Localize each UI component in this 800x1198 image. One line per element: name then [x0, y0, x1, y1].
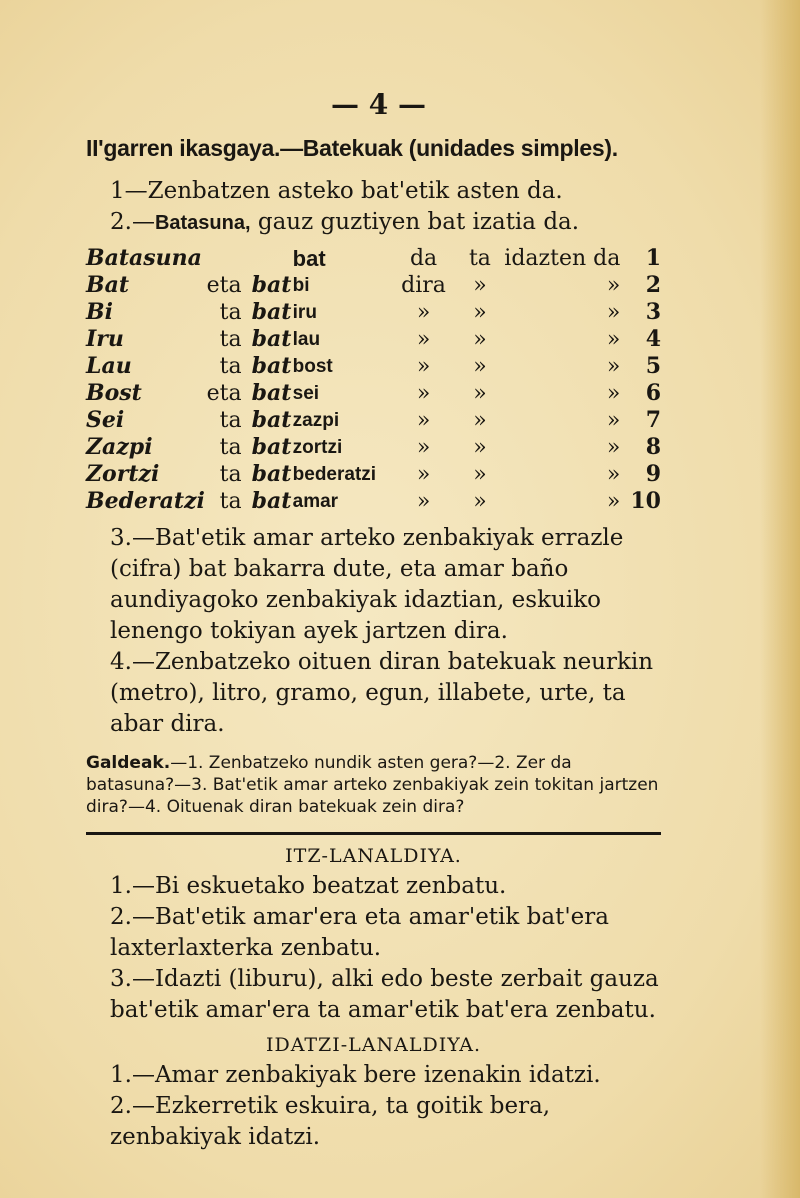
table-cell: » [473, 489, 487, 514]
table-cell: sei [292, 383, 320, 404]
table-cell: bat [251, 353, 292, 379]
table-row [86, 461, 661, 488]
table-cell: » [473, 300, 487, 325]
table-cell: » [416, 327, 431, 352]
table-cell: » [473, 273, 487, 298]
table-cell: » [416, 489, 431, 514]
oral-exercise-1: 1.—Bi eskuetako beatzat zenbatu. [110, 873, 507, 899]
page-number: — 4 — [331, 88, 426, 121]
table-cell: bat [251, 407, 292, 433]
table-cell: » [473, 354, 487, 379]
written-exercise-2: 2.—Ezkerretik eskuira, ta goitik bera, zenbakiyak idatzi. [110, 1093, 551, 1150]
table-header-row [86, 245, 661, 272]
table-cell: 2 [645, 272, 661, 298]
table-cell: Bederatzi [86, 488, 205, 514]
table-cell: bat [251, 272, 292, 298]
table-cell: eta [206, 273, 242, 298]
table-cell: 6 [645, 380, 661, 406]
table-cell: 3 [645, 299, 661, 325]
table-cell: ta [219, 462, 242, 487]
table-row [86, 407, 661, 434]
table-cell: ta [219, 435, 242, 460]
table-row [86, 434, 661, 461]
table-row [86, 380, 661, 407]
table-cell: zazpi [292, 410, 340, 431]
table-cell: dira [401, 273, 446, 298]
page-content [86, 88, 661, 1153]
table-cell: lau [292, 329, 321, 350]
table-cell: » [473, 381, 487, 406]
written-exercise-1: 1.—Amar zenbakiyak bere izenakin idatzi. [110, 1062, 601, 1088]
table-cell: Bi [86, 299, 113, 325]
table-cell: 9 [645, 461, 661, 487]
table-cell: ta [219, 408, 242, 433]
table-cell: bederatzi [292, 464, 377, 485]
header-cell: 1 [645, 245, 661, 271]
table-cell: » [473, 435, 487, 460]
table-row [86, 299, 661, 326]
table-cell: bost [292, 356, 333, 377]
table-cell: » [606, 489, 621, 514]
table-cell: » [416, 435, 431, 460]
table-cell: » [416, 381, 431, 406]
oral-exercise-3: 3.—Idazti (liburu), alki edo beste zerbait gauza bat'etik amar'era ta amar'etik bat'era zenbatu. [110, 966, 659, 1023]
header-cell [205, 245, 252, 272]
table-cell: eta [206, 381, 242, 406]
table-cell: » [416, 462, 431, 487]
table-cell: ta [219, 354, 242, 379]
questions-block [86, 752, 661, 818]
header-cell [252, 245, 293, 272]
table-cell: Bost [86, 380, 142, 406]
table-cell: 4 [645, 326, 661, 352]
section-title-written: IDATZI-LANALDIYA. [265, 1034, 482, 1056]
table-cell: bat [251, 299, 292, 325]
header-cell: ta [468, 246, 491, 271]
table-cell: » [606, 408, 621, 433]
table-cell: » [606, 354, 621, 379]
table-cell: zortzi [292, 437, 343, 458]
table-cell: » [606, 381, 621, 406]
table-cell: » [473, 408, 487, 433]
table-cell: » [606, 300, 621, 325]
paragraph-1: 1—Zenbatzen asteko bat'etik asten da. [110, 178, 563, 204]
header-cell: bat [292, 246, 326, 271]
numbers-table [86, 245, 661, 515]
table-cell: Zortzi [86, 461, 160, 487]
table-cell: bat [251, 434, 292, 460]
table-cell: 10 [630, 488, 661, 514]
table-cell: ta [219, 489, 242, 514]
table-cell: » [473, 327, 487, 352]
header-cell: da [409, 246, 438, 271]
table-cell: Zazpi [86, 434, 153, 460]
table-cell: ta [219, 300, 242, 325]
table-cell: » [606, 462, 621, 487]
table-cell: » [416, 354, 431, 379]
header-cell: idazten da [504, 246, 621, 271]
table-cell: 7 [645, 407, 661, 433]
table-cell: iru [292, 302, 317, 323]
table-cell: bat [251, 488, 292, 514]
section-title-oral: ITZ-LANALDIYA. [285, 845, 462, 867]
lesson-heading: II'garren ikasgaya.—Batekuak (unidades simples). [86, 135, 618, 161]
table-cell: bi [292, 275, 310, 296]
questions-text: —1. Zenbatzeko nundik asten gera?—2. Zer da batasuna?—3. Bat'etik amar arteko zenbakiyak zein tokitan jartzen dira?—4. Oituenak diran batekuak zein dira? [86, 753, 659, 817]
table-cell: 5 [645, 353, 661, 379]
table-row [86, 326, 661, 353]
table-cell: Sei [86, 407, 125, 433]
table-cell: bat [251, 461, 292, 487]
table-cell: » [473, 462, 487, 487]
table-cell: » [606, 273, 621, 298]
paragraph-3: 3.—Bat'etik amar arteko zenbakiyak errazle (cifra) bat bakarra dute, eta amar baño aundiyagoko zenbakiyak idaztian, eskuiko lenengo tokiyan ayek jartzen dira. [110, 525, 624, 644]
table-cell: ta [219, 327, 242, 352]
header-cell: Batasuna [86, 245, 202, 271]
table-cell: » [606, 435, 621, 460]
table-cell: Lau [86, 353, 132, 379]
table-cell: » [416, 300, 431, 325]
table-cell: » [416, 408, 431, 433]
oral-exercise-2: 2.—Bat'etik amar'era eta amar'etik bat'era laxterlaxterka zenbatu. [110, 904, 609, 961]
questions-label: Galdeak. [86, 753, 171, 773]
table-cell: Iru [86, 326, 124, 352]
table-row [86, 488, 661, 515]
table-cell: bat [251, 380, 292, 406]
paragraph-2: 2.—Batasuna, gauz guztiyen bat izatia da. [110, 209, 580, 235]
table-cell: 8 [645, 434, 661, 460]
table-cell: Bat [86, 272, 130, 298]
table-row [86, 353, 661, 380]
paragraph-4: 4.—Zenbatzeko oituen diran batekuak neurkin (metro), litro, gramo, egun, illabete, urte, ta abar dira. [110, 649, 654, 737]
section-divider [86, 832, 661, 835]
page-edge-shadow [760, 0, 800, 1198]
table-row [86, 272, 661, 299]
table-cell: amar [292, 491, 339, 512]
table-cell: » [606, 327, 621, 352]
table-cell: bat [251, 326, 292, 352]
